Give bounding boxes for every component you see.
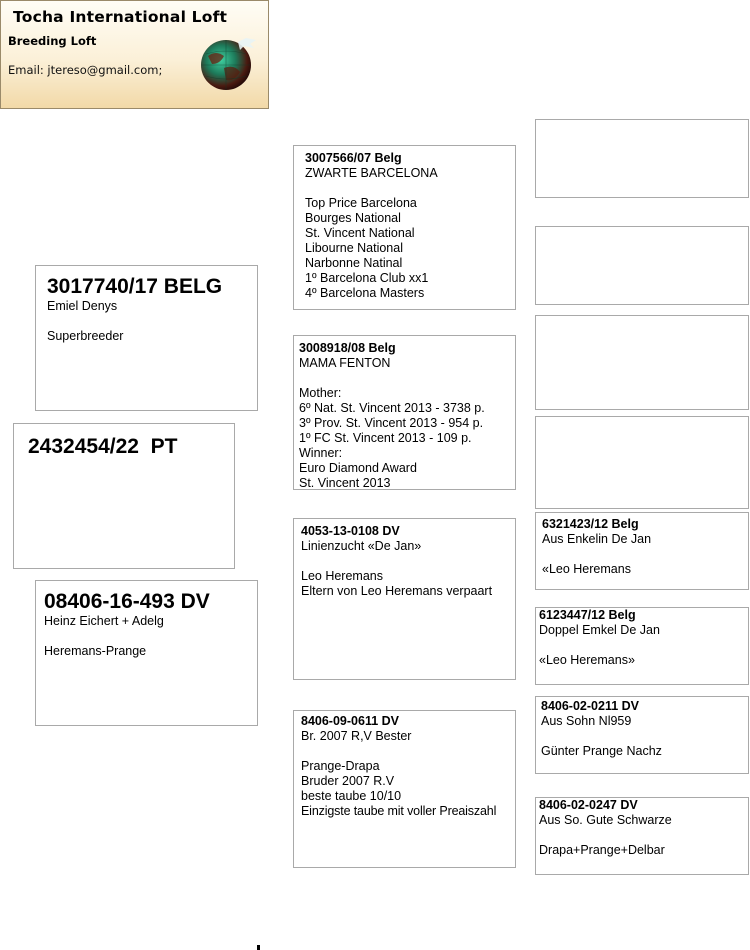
info-line — [542, 547, 748, 562]
ring-number: 8406-02-0247 DV — [539, 798, 638, 812]
info-line: MAMA FENTON — [299, 356, 391, 370]
info-line: Eltern von Leo Heremans verpaart — [301, 584, 493, 598]
info-line: Br. 2007 R,V Bester — [301, 729, 412, 743]
info-line: Top Price Barcelona — [305, 196, 417, 210]
info-line: Aus So. Gute Schwarze — [539, 813, 672, 827]
info-line — [539, 828, 748, 843]
info-line: Einzigste taube mit voller Preaiszahl — [301, 804, 497, 818]
loft-title: Tocha International Loft — [13, 8, 228, 26]
info-line: St. Vincent 2013 — [299, 476, 391, 490]
great-grandparent-box-empty — [535, 226, 749, 305]
pedigree-subject-box — [13, 423, 235, 569]
great-grandparent-box — [535, 607, 749, 685]
info-line — [299, 371, 515, 386]
info-line: Günter Prange Nachz — [541, 744, 662, 758]
info-line: Mother: — [299, 386, 342, 400]
info-line: Heinz Eichert + Adelg — [44, 614, 164, 628]
info-line: ZWARTE BARCELONA — [305, 166, 438, 180]
great-grandparent-box-empty — [535, 315, 749, 410]
info-line: Libourne National — [305, 241, 403, 255]
info-line: Aus Sohn Nl959 — [541, 714, 632, 728]
info-line — [301, 554, 515, 569]
ring-number: 6123447/12 Belg — [539, 608, 636, 622]
ring-number: 6321423/12 Belg — [542, 517, 639, 531]
info-line — [541, 729, 748, 744]
info-line: 1º Barcelona Club xx1 — [305, 271, 429, 285]
info-line: 6º Nat. St. Vincent 2013 - 3738 p. — [299, 401, 485, 415]
info-line: 1º FC St. Vincent 2013 - 109 p. — [299, 431, 472, 445]
info-line: Aus Enkelin De Jan — [542, 532, 652, 546]
info-line: Linienzucht «De Jan» — [301, 539, 422, 553]
ring-number: 3008918/08 Belg — [299, 341, 396, 355]
info-line — [44, 629, 257, 644]
subject-ring-number: 2432454/22 PT — [28, 435, 178, 458]
info-line: Emiel Denys — [47, 299, 118, 313]
great-grandparent-box — [535, 512, 749, 590]
stray-mark — [257, 945, 260, 950]
great-grandparent-box-empty — [535, 119, 749, 198]
loft-header-card — [0, 0, 269, 109]
info-line: «Leo Heremans» — [539, 653, 635, 667]
great-grandparent-box — [535, 797, 749, 875]
ring-number: 3017740/17 BELG — [47, 275, 223, 298]
info-line: Superbreeder — [47, 329, 124, 343]
info-line: Heremans-Prange — [44, 644, 147, 658]
great-grandparent-box — [535, 696, 749, 774]
globe-with-dove-icon — [194, 34, 260, 92]
info-line — [47, 314, 257, 329]
ring-number: 08406-16-493 DV — [44, 590, 210, 613]
grandparent-box — [293, 145, 516, 310]
info-line: St. Vincent National — [305, 226, 415, 240]
info-line: Winner: — [299, 446, 343, 460]
info-line: beste taube 10/10 — [301, 789, 402, 803]
info-line: 4º Barcelona Masters — [305, 286, 425, 300]
info-line: 3º Prov. St. Vincent 2013 - 954 p. — [299, 416, 484, 430]
loft-subtitle: Breeding Loft — [8, 34, 97, 48]
info-line — [301, 744, 515, 759]
info-line: «Leo Heremans — [542, 562, 631, 576]
info-line — [305, 181, 515, 196]
ring-number: 8406-02-0211 DV — [541, 699, 639, 713]
info-line: Prange-Drapa — [301, 759, 380, 773]
info-line: Doppel Emkel De Jan — [539, 623, 660, 637]
info-line: Drapa+Prange+Delbar — [539, 843, 665, 857]
grandparent-box — [293, 518, 516, 680]
parent-box-sire — [35, 265, 258, 411]
info-line — [539, 638, 748, 653]
info-line: Euro Diamond Award — [299, 461, 417, 475]
grandparent-box — [293, 710, 516, 868]
info-line: Bruder 2007 R.V — [301, 774, 395, 788]
loft-email: Email: jtereso@gmail.com; — [8, 63, 163, 77]
great-grandparent-box-empty — [535, 416, 749, 509]
ring-number: 8406-09-0611 DV — [301, 714, 399, 728]
info-line: Leo Heremans — [301, 569, 383, 583]
grandparent-box — [293, 335, 516, 490]
ring-number: 3007566/07 Belg — [305, 151, 402, 165]
info-line: Bourges National — [305, 211, 401, 225]
ring-number: 4053-13-0108 DV — [301, 524, 400, 538]
info-line: Narbonne Natinal — [305, 256, 403, 270]
parent-box-dam — [35, 580, 258, 726]
